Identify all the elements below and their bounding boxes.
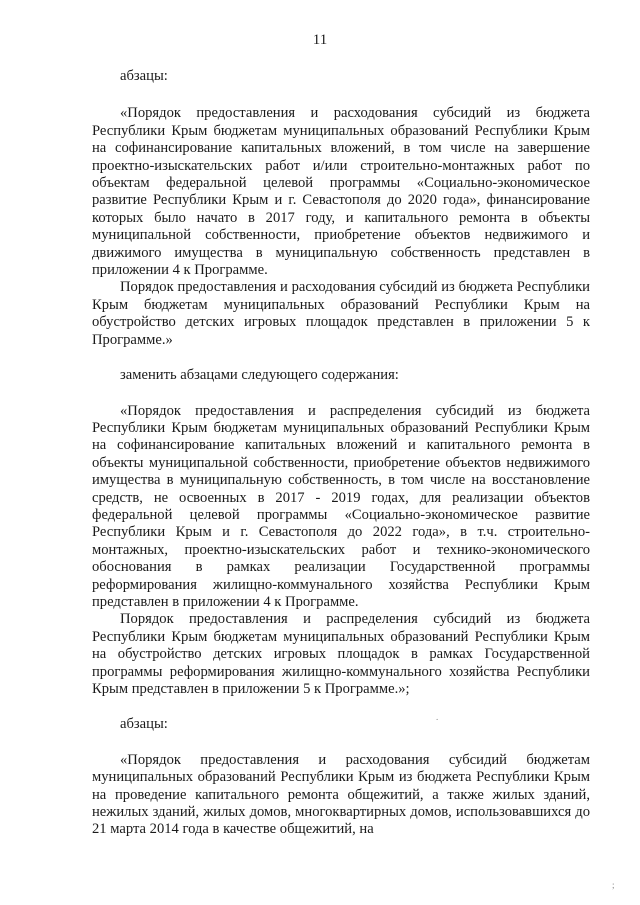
scan-mark: . — [436, 712, 439, 722]
new-paragraph-procedure-5: Порядок предоставления и распределения субсидий из бюджета Республики Крым бюджетам муниципальных образований Республики Крым на обустройство детских игровых площадок в рамках Государственной программы реформирования жилищно-коммунального хозяйства Республики Крым представлен в приложении 5 к Программе.»; — [92, 611, 590, 697]
scan-mark-edge: ; — [612, 880, 615, 890]
section-label-paragraphs-2: абзацы: — [120, 716, 168, 733]
new-paragraph-procedure-4: «Порядок предоставления и распределения субсидий из бюджета Республики Крым бюджетам муниципальных образований Республики Крым на софинансирование капитальных вложений и капитального ремонта в объекты муниципальной собственности, приобретение объектов недвижимого имущества в муниципальную собственность, в том числе на восстановление средств, не освоенных в 2017 - 2019 годах, для реализации объектов федеральной целевой программы «Социально-экономическое развитие Республики Крым и г. Севастополя до 2022 года», в т.ч. строительно-монтажных, проектно-изыскательских работ и технико-экономического обоснования в рамках реализации Государственной программы реформирования жилищно-коммунального хозяйства Республики Крым представлен в приложении 4 к Программе. — [92, 402, 590, 610]
old-paragraph-procedure-4: «Порядок предоставления и расходования субсидий из бюджета Республики Крым бюджетам муниципальных образований Республики Крым на софинансирование капитальных вложений, в том числе на завершение проектно-изыскательских работ и/или строительно-монтажных работ по объектам федеральной целевой программы «Социально-экономическое развитие Республики Крым и г. Севастополя до 2020 года», финансирование которых было начато в 2017 году, и капитального ремонта в объекты муниципальной собственности, приобретение объектов недвижимого и движимого имущества в муниципальную собственность представлен в приложении 4 к Программе. — [92, 105, 590, 279]
section-label-paragraphs: абзацы: — [120, 68, 168, 84]
page-number: 11 — [312, 32, 328, 48]
document-body — [92, 68, 590, 839]
old-paragraph-procedure-5: Порядок предоставления и расходования субсидий из бюджета Республики Крым бюджетам муниципальных образований Республики Крым на обустройство детских игровых площадок представлен в приложении 5 к Программе.» — [92, 279, 590, 348]
replace-instruction: заменить абзацами следующего содержания: — [120, 367, 399, 384]
last-paragraph-dormitories: «Порядок предоставления и расходования субсидий бюджетам муниципальных образований Республики Крым из бюджета Республики Крым на проведение капитального ремонта общежитий, а также жилых зданий, нежилых зданий, жилых домов, многоквартирных домов, использовавшихся до 21 марта 2014 года в качестве общежитий, на — [92, 751, 590, 838]
